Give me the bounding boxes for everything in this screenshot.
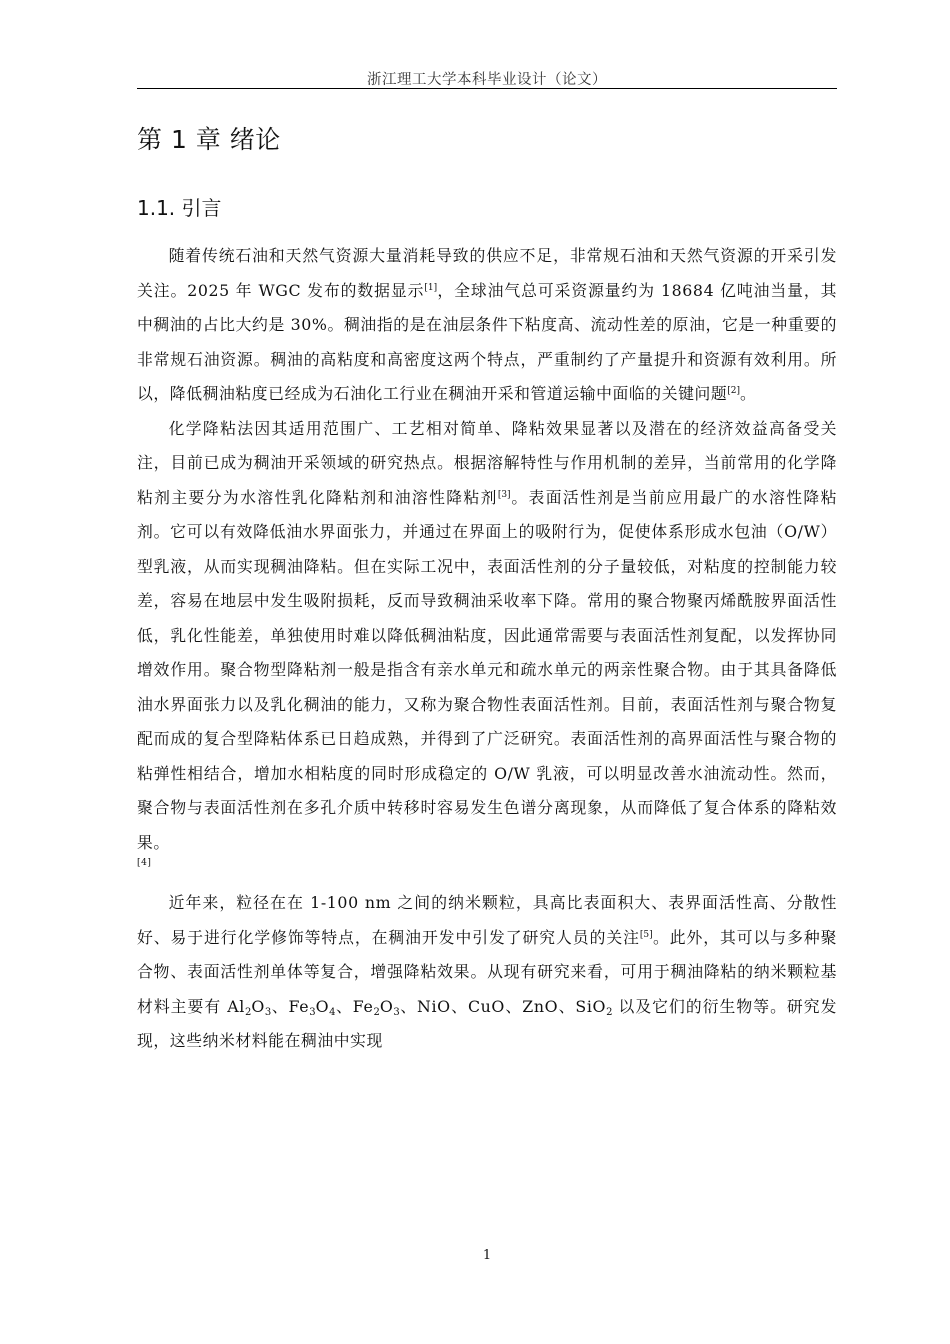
text-run: 随着传统石油和天然气资源大量消耗导致的供应不足，非常规石油和天然气资源的开采引发关注。2025 年 WGC 发布的数据显示 [137, 246, 837, 300]
paragraph-1 [137, 239, 837, 412]
citation: [3] [497, 489, 511, 500]
subscript: 3 [309, 1006, 316, 1018]
subscript: 4 [329, 1006, 336, 1018]
text-run: 近年来，粒径在在 1-100 nm 之间的纳米颗粒，具高比表面积大、表界面活性高、分散性好、易于进行化学修饰等特点，在稠油开发中引发了研究人员的关注 [137, 893, 837, 947]
text-run: ，全球油气总可采资源量约为 18684 亿吨油当量，其中稠油的占比大约是 30%。稠油指的是在油层条件下粘度高、流动性差的原油，它是一种重要的非常规石油资源。稠油的高粘度和高密度这两个特点，严重制约了产量提升和资源有效利用。所以，降低稠油粘度已经成为石油化工行业在稠油开采和管道运输中面临的关键问题 [137, 280, 838, 403]
text-run: O [379, 996, 394, 1016]
text-run: O [315, 996, 330, 1016]
text-run: 化学降粘法因其适用范围广、工艺相对简单、降粘效果显著以及潜在的经济效益高备受关注，目前已成为稠油开采领域的研究热点。根据溶解特性与作用机制的差异，当前常用的化学降粘剂主要分为水溶性乳化降粘剂和油溶性降粘剂 [137, 418, 837, 507]
text-run: 以及它们的衍生物等。研究发现，这些纳米材料能在稠油中实现 [137, 996, 837, 1050]
citation: [2] [727, 386, 741, 396]
text-run: 。此外，其可以与多种聚合物、表面活性剂单体等复合，增强降粘效果。从现有研究来看，可用于稠油降粘的纳米颗粒基材料主要有 Al [137, 927, 837, 1016]
paragraph-3 [137, 886, 837, 1059]
subscript: 2 [606, 1006, 613, 1018]
citation: [4] [137, 858, 152, 868]
citation: [1] [424, 282, 438, 293]
text-run: O [251, 996, 265, 1016]
paragraph-2 [137, 412, 837, 871]
text-run: 、NiO、CuO、ZnO、SiO [399, 996, 607, 1016]
header-rule [137, 88, 837, 89]
text-run: 、Fe [271, 996, 310, 1016]
running-header: 浙江理工大学本科毕业设计（论文） [367, 72, 607, 88]
citation: [5] [639, 929, 653, 940]
subscript: 2 [244, 1006, 252, 1018]
text-run: 。 [740, 384, 757, 403]
subscript: 3 [393, 1006, 400, 1018]
section-title: 1.1. 引言 [137, 196, 222, 220]
page-number: 1 [482, 1248, 492, 1263]
body-text [137, 239, 837, 1059]
subscript: 3 [264, 1006, 272, 1018]
text-run: 、Fe [335, 996, 374, 1016]
subscript: 2 [373, 1006, 380, 1018]
text-run: 。表面活性剂是当前应用最广的水溶性降粘剂。它可以有效降低油水界面张力，并通过在界面上的吸附行为，促使体系形成水包油（O/W）型乳液，从而实现稠油降粘。但在实际工况中，表面活性剂的分子量较低，对粘度的控制能力较差，容易在地层中发生吸附损耗，反而导致稠油采收率下降。常用的聚合物聚丙烯酰胺界面活性低，乳化性能差，单独使用时难以降低稠油粘度，因此通常需要与表面活性剂复配，以发挥协同增效作用。聚合物型降粘剂一般是指含有亲水单元和疏水单元的两亲性聚合物。由于其具备降低油水界面张力以及乳化稠油的能力，又称为聚合物性表面活性剂。目前，表面活性剂与聚合物复配而成的复合型降粘体系已日趋成熟，并得到了广泛研究。表面活性剂的高界面活性与聚合物的粘弹性相结合，增加水相粘度的同时形成稳定的 O/W 乳液，可以明显改善水油流动性。然而，聚合物与表面活性剂在多孔介质中转移时容易发生色谱分离现象，从而降低了复合体系的降粘效果。 [137, 487, 837, 852]
chapter-title: 第 1 章 绪论 [137, 125, 281, 154]
